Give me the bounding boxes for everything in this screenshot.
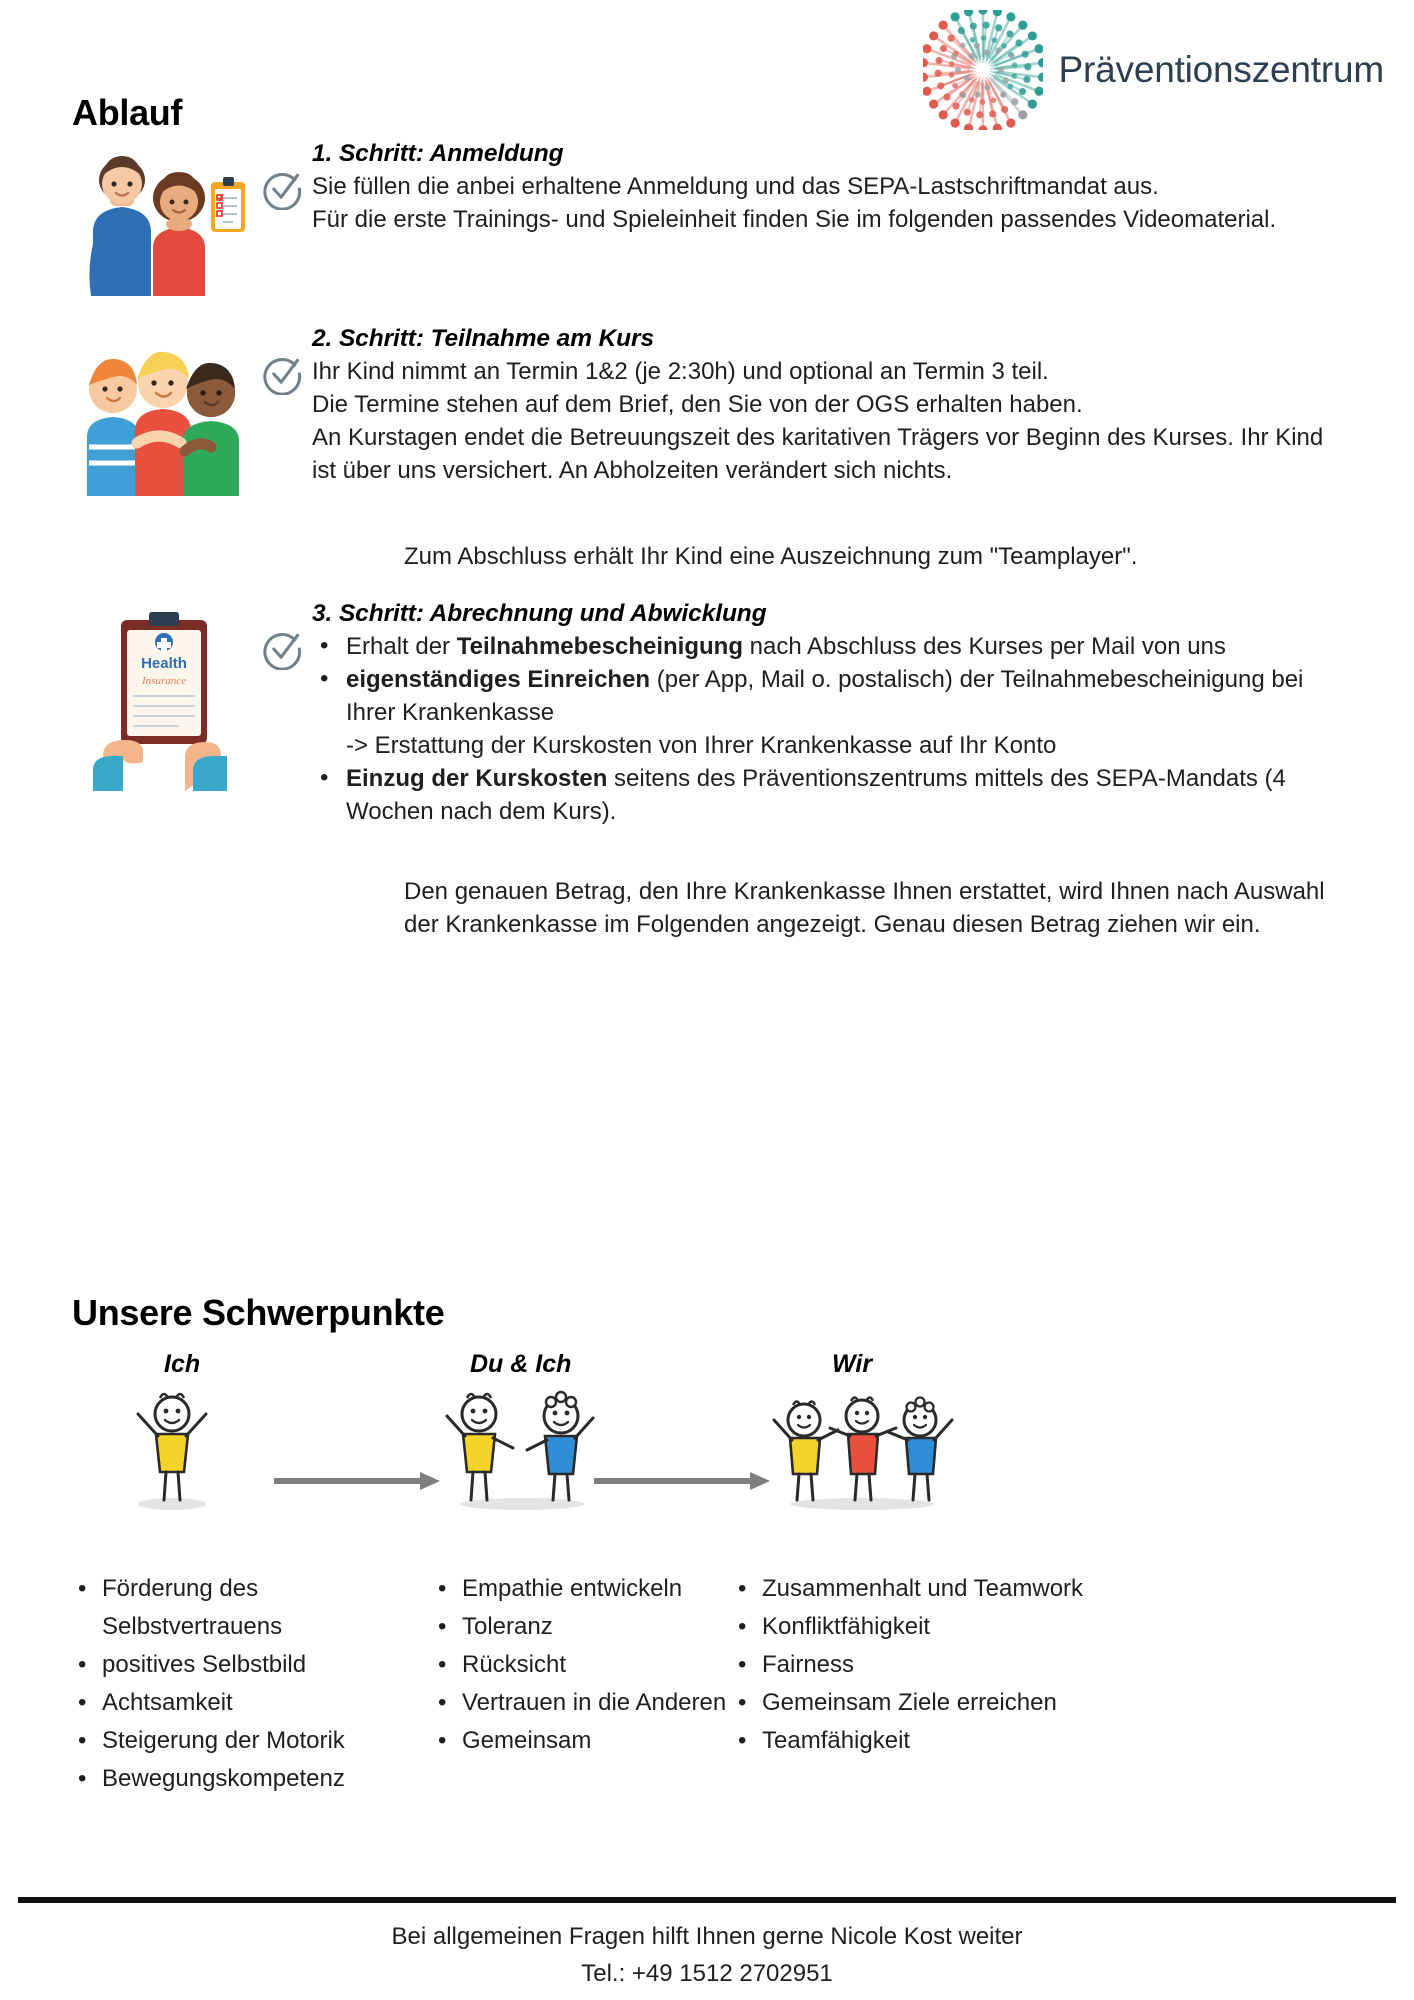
step-2-line-3: An Kurstagen endet die Betreuungszeit des karitativen Trägers vor Beginn des Kurses. Ihr Kind ist über uns versichert. An Abholzeiten verändert sich nichts. [312,424,1324,484]
footer-contact [0,1918,1414,1992]
one-stick-figure-icon [112,1386,282,1516]
brand-header [923,10,1384,130]
list-item: • Achtsamkeit [72,1684,432,1722]
diagram-label-ich: Ich [164,1350,201,1378]
list-item: • Toleranz [432,1608,732,1646]
diagram-label-du-und-ich: Du & Ich [470,1350,572,1378]
step-3-note: Den genauen Betrag, den Ihre Krankenkasse Ihnen erstattet, wird Ihnen nach Auswahl der Krankenkasse im Folgenden angezeigt. Genau diesen Betrag ziehen wir ein. [404,878,1325,938]
step-1-heading: 1. Schritt: Anmeldung [312,140,564,167]
step-3-bullet-list [312,630,1350,828]
list-item: • Vertrauen in die Anderen [432,1684,732,1722]
bullet-before-text: Erhalt der [346,633,457,660]
bullet-bold-text: eigenständiges Einreichen [346,666,651,693]
list-item: • positives Selbstbild [72,1646,432,1684]
list-item: • Zusammenhalt und Teamwork [732,1570,1132,1608]
footer-line-2: Tel.: +49 1512 2702951 [581,1960,833,1987]
step-3 [72,600,1362,828]
schwerpunkte-diagram [72,1350,1362,1580]
step-2-check [252,325,312,395]
list-item: • Konfliktfähigkeit [732,1608,1132,1646]
step-2-note: Zum Abschluss erhält Ihr Kind eine Auszeichnung zum "Teamplayer". [404,543,1138,570]
circle-check-icon [261,353,303,395]
bullet-bold-text: Teilnahmebescheinigung [456,633,743,660]
list-item: • Gemeinsam Ziele erreichen [732,1684,1132,1722]
schwerpunkte-columns [72,1570,1372,1798]
schwerpunkte-column-ich [72,1570,432,1798]
bullet-after-text: seitens des Präventionszentrums mittels des SEPA-Mandats (4 Wochen nach dem Kurs). [346,765,1286,825]
list-item: • Rücksicht [432,1646,732,1684]
section-title-ablauf: Ablauf [72,92,183,133]
list-item [312,630,1350,663]
step-3-check [252,600,312,670]
schwerpunkte-column-du-und-ich [432,1570,732,1798]
step-1-line-2: Für die erste Trainings- und Spieleinheit finden Sie im folgenden passendes Videomaterial. [312,206,1277,233]
list-item [312,762,1350,828]
step-2 [72,325,1362,496]
three-stick-figures-icon [762,1386,972,1516]
step-1-line-1: Sie füllen die anbei erhaltene Anmeldung und das SEPA-Lastschriftmandat aus. [312,173,1159,200]
circle-check-icon [261,628,303,670]
section-title-schwerpunkte: Unsere Schwerpunkte [72,1292,445,1333]
footer-divider [18,1897,1396,1903]
step-1-check [252,140,312,210]
svg-text:Insurance: Insurance [141,675,186,687]
family-with-clipboard-illustration [72,140,252,296]
step-2-line-1: Ihr Kind nimmt an Termin 1&2 (je 2:30h) und optional an Termin 3 teil. [312,358,1049,385]
list-item: • Förderung des Selbstvertrauens [72,1570,432,1646]
circle-check-icon [261,168,303,210]
bullet-sub-text: -> Erstattung der Kurskosten von Ihrer Krankenkasse auf Ihr Konto [346,732,1057,759]
list-item: • Fairness [732,1646,1132,1684]
list-item: • Bewegungskompetenz [72,1760,432,1798]
right-arrow-icon [272,1468,442,1499]
step-2-heading: 2. Schritt: Teilnahme am Kurs [312,325,655,352]
diagram-label-wir: Wir [832,1350,873,1378]
list-item: • Gemeinsam [432,1722,732,1760]
radial-burst-logo-icon [923,10,1043,130]
svg-text:Health: Health [140,655,187,672]
three-children-hugging-illustration [72,325,252,496]
bullet-after-text: (per App, Mail o. postalisch) der Teilnahmebescheinigung bei Ihrer Krankenkasse [346,666,1304,726]
bullet-after-text: nach Abschluss des Kurses per Mail von uns [742,633,1226,660]
health-insurance-clipboard-illustration [72,600,252,791]
brand-name: Präventionszentrum [1058,49,1384,90]
step-2-line-2: Die Termine stehen auf dem Brief, den Sie von der OGS erhalten haben. [312,391,1083,418]
list-item: • Empathie entwickeln [432,1570,732,1608]
list-item: • Steigerung der Motorik [72,1722,432,1760]
footer-line-1: Bei allgemeinen Fragen hilft Ihnen gerne Nicole Kost weiter [391,1923,1023,1950]
right-arrow-icon [592,1468,772,1499]
list-item [312,663,1350,762]
bullet-bold-text: Einzug der Kurskosten [346,765,608,792]
schwerpunkte-column-wir [732,1570,1132,1798]
step-1 [72,140,1362,296]
list-item: • Teamfähigkeit [732,1722,1132,1760]
step-3-heading: 3. Schritt: Abrechnung und Abwicklung [312,600,767,627]
